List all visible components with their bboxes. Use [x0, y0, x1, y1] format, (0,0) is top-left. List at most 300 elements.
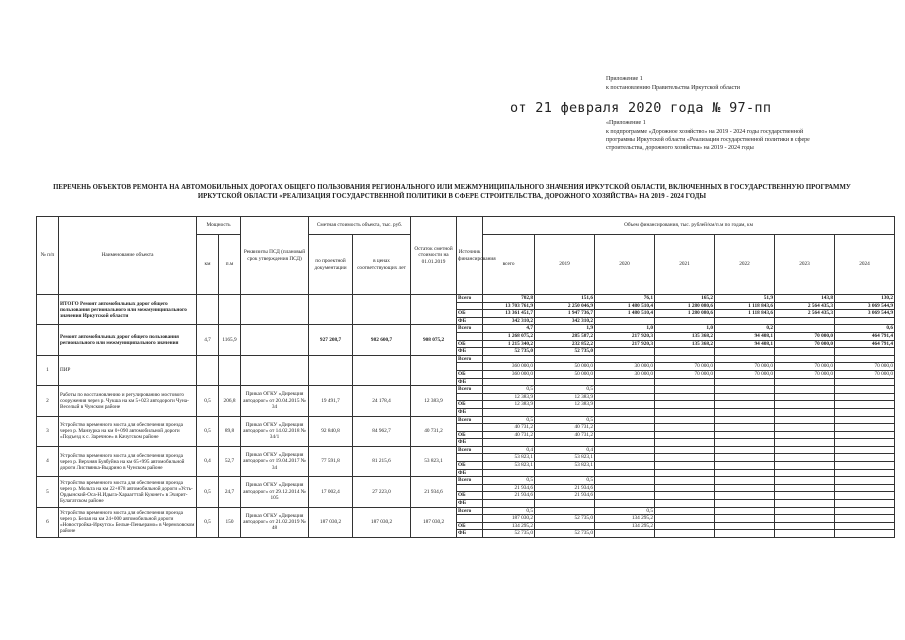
funding-year	[655, 386, 715, 416]
funding-value	[655, 484, 714, 492]
funding-year	[595, 355, 655, 385]
funding-value	[715, 400, 774, 408]
psd-details: Приказ ОГКУ «Дирекция автодорог» от 20.04.2015 № 34	[241, 386, 309, 416]
funding-value	[775, 347, 834, 355]
funding-year	[535, 325, 595, 355]
funding-value: 0,5	[526, 416, 534, 423]
col-estimate: Сметная стоимость объекта, тыс. руб.	[309, 217, 411, 235]
funding-value	[715, 484, 774, 492]
funding-year	[775, 386, 835, 416]
source-label: ФБ	[457, 529, 482, 537]
funding-value: 143,8	[821, 295, 834, 301]
funding-value: 21 934,6	[535, 491, 594, 499]
funding-value	[775, 356, 834, 363]
funding-year	[595, 295, 655, 325]
funding-value: 3 069 544,9	[835, 302, 894, 310]
funding-value: 40 731,2	[483, 423, 534, 431]
psd-details: Приказ ОГКУ «Дирекция автодорог» от 19.04.2017 № 34	[241, 446, 309, 476]
funding-value: 0,5	[526, 386, 534, 393]
funding-value: 70 000,0	[835, 362, 894, 370]
funding-value	[715, 491, 774, 499]
funding-year	[535, 295, 595, 325]
table-row	[37, 446, 895, 476]
funding-year	[775, 477, 835, 507]
row-number: 5	[37, 477, 59, 507]
col-year-2021: 2021	[655, 235, 715, 295]
funding-value	[835, 386, 894, 393]
funding-value	[715, 453, 774, 461]
object-name: Устройство временного моста для обеспечения проезда через р. Верхняя Буябуйна на км 65+995 автомобильной дороги Листвянка-Выдрино в Чунском районе	[59, 446, 197, 476]
funding-value	[775, 484, 834, 492]
object-name: Работы по восстановлению и регулированию мостового сооружения через р. Чукша на км 5+023 автодороги Чуна-Веселый в Чунском районе	[59, 386, 197, 416]
funding-year	[595, 416, 655, 446]
source-label	[457, 332, 482, 340]
funding-value	[835, 447, 894, 454]
funding-value: 53 823,1	[483, 453, 534, 461]
funding-value: 53 823,1	[483, 461, 534, 469]
funding-value	[595, 378, 654, 386]
source-label: ОБ	[457, 400, 482, 408]
funding-year	[835, 325, 895, 355]
funding-value	[835, 522, 894, 530]
funding-value	[775, 378, 834, 386]
funding-value: 0,4	[586, 446, 594, 453]
funding-value	[835, 499, 894, 507]
funding-total	[483, 477, 535, 507]
source-label: ФБ	[457, 469, 482, 477]
funding-value	[775, 522, 834, 530]
funding-value	[775, 393, 834, 401]
funding-value	[835, 461, 894, 469]
funding-value: 76,1	[643, 295, 654, 301]
estimate-project: 92 840,8	[309, 416, 353, 446]
funding-value: 12 383,9	[483, 400, 534, 408]
remainder-value: 12 383,9	[411, 386, 457, 416]
funding-value	[655, 491, 714, 499]
table-row	[37, 477, 895, 507]
funding-value	[775, 491, 834, 499]
remainder-value	[411, 355, 457, 385]
annex-line-2: к постановлению Правительства Иркутской области	[606, 85, 740, 91]
source-label: ОБ	[457, 522, 482, 530]
funding-value: 702,8	[521, 295, 534, 301]
funding-value	[655, 393, 714, 401]
col-psd: Реквизиты ПСД (плановый срок утверждения ПСД)	[241, 217, 309, 295]
funding-value	[775, 529, 834, 537]
funding-year	[655, 416, 715, 446]
funding-value	[835, 469, 894, 477]
funding-value	[715, 393, 774, 401]
funding-value	[715, 508, 774, 515]
funding-year	[715, 355, 775, 385]
source-label: Всего	[458, 355, 472, 362]
source-label: ФБ	[457, 378, 482, 386]
funding-value	[775, 499, 834, 507]
source-label	[457, 393, 482, 401]
funding-value	[835, 408, 894, 416]
funding-year	[535, 477, 595, 507]
funding-total	[483, 325, 535, 355]
funding-year	[835, 507, 895, 537]
funding-value	[835, 356, 894, 363]
funding-year	[535, 386, 595, 416]
source-label	[457, 514, 482, 522]
funding-value: 2 250 046,9	[535, 302, 594, 310]
funding-value	[715, 447, 774, 454]
source-label: ФБ	[457, 438, 482, 446]
funding-value	[775, 469, 834, 477]
objects-table	[36, 216, 895, 538]
funding-value: 342 310,2	[483, 317, 534, 325]
funding-value	[595, 347, 654, 355]
funding-value: 2 564 435,3	[775, 302, 834, 310]
capacity-km: 0,5	[197, 386, 219, 416]
funding-value	[835, 423, 894, 431]
funding-value	[835, 347, 894, 355]
funding-year	[775, 355, 835, 385]
psd-details	[241, 295, 309, 325]
funding-value: 0,5	[586, 416, 594, 423]
estimate-project	[309, 355, 353, 385]
row-number: 4	[37, 446, 59, 476]
estimate-current: 27 223,0	[353, 477, 411, 507]
funding-value	[655, 461, 714, 469]
funding-value	[715, 423, 774, 431]
funding-value: 4,7	[526, 325, 534, 332]
funding-year	[655, 477, 715, 507]
remainder-value: 53 823,1	[411, 446, 457, 476]
funding-value	[715, 417, 774, 424]
funding-value: 70 000,0	[775, 332, 834, 340]
funding-value: 52 735,0	[483, 347, 534, 355]
funding-value: 40 731,2	[535, 431, 594, 439]
funding-value	[715, 378, 774, 386]
estimate-project: 19 491,7	[309, 386, 353, 416]
funding-value: 50 000,0	[535, 362, 594, 370]
row-number	[37, 325, 59, 355]
funding-value	[595, 400, 654, 408]
source-label: Всего	[458, 386, 472, 393]
row-number: 3	[37, 416, 59, 446]
funding-value	[595, 499, 654, 507]
funding-year	[835, 355, 895, 385]
col-km: км	[197, 235, 219, 295]
funding-value	[715, 408, 774, 416]
funding-value	[655, 356, 714, 363]
funding-value	[715, 529, 774, 537]
funding-value: 51,9	[763, 295, 774, 301]
funding-value	[775, 400, 834, 408]
estimate-current	[353, 295, 411, 325]
funding-value	[775, 438, 834, 446]
funding-source	[457, 507, 483, 537]
funding-value	[535, 499, 594, 507]
funding-value: 52 735,0	[483, 529, 534, 537]
source-label: Всего	[458, 325, 472, 332]
funding-total	[483, 386, 535, 416]
funding-value	[535, 508, 594, 515]
source-label: ФБ	[457, 317, 482, 325]
object-name: ПИР	[59, 355, 197, 385]
capacity-m: 206,8	[219, 386, 241, 416]
funding-value	[775, 461, 834, 469]
funding-value	[483, 438, 534, 446]
funding-year	[655, 325, 715, 355]
funding-value	[595, 423, 654, 431]
funding-total	[483, 416, 535, 446]
funding-year	[715, 477, 775, 507]
funding-value: 1 118 843,6	[715, 309, 774, 317]
funding-value: 70 000,0	[775, 370, 834, 378]
funding-value	[595, 417, 654, 424]
funding-value: 3 069 544,9	[835, 309, 894, 317]
annex-line-1: Приложение 1	[606, 76, 643, 82]
source-label: Всего	[458, 295, 472, 301]
funding-year	[595, 386, 655, 416]
funding-value: 0,6	[886, 325, 894, 332]
row-number: 2	[37, 386, 59, 416]
funding-value: 1 268 075,2	[483, 332, 534, 340]
funding-value: 0,5	[526, 477, 534, 484]
col-capacity: Мощность	[197, 217, 241, 235]
funding-value	[595, 317, 654, 325]
funding-value	[535, 408, 594, 416]
funding-value: 30 000,0	[595, 362, 654, 370]
funding-value: 0,5	[526, 507, 534, 514]
funding-value: 360 000,0	[483, 370, 534, 378]
object-name: Устройство временного моста для обеспечения проезда через р. Мольта на км 22+878 автомобильной дороги «Усть-Ордынский-Оса-Н.Идыга-Хараагттай Куюнет» в Эхирит-Булагатском районе	[59, 477, 197, 507]
funding-value: 12 383,9	[535, 393, 594, 401]
funding-value	[595, 408, 654, 416]
col-est-current: в ценах соответствующих лет	[353, 235, 411, 295]
funding-value	[715, 431, 774, 439]
funding-value: 40 731,2	[483, 431, 534, 439]
capacity-km	[197, 295, 219, 325]
funding-value: 13 703 761,9	[483, 302, 534, 310]
funding-value: 1 280 080,6	[655, 302, 714, 310]
funding-value	[595, 491, 654, 499]
source-label: Всего	[458, 477, 472, 484]
funding-value	[775, 317, 834, 325]
funding-value	[775, 325, 834, 332]
funding-value	[775, 514, 834, 522]
funding-value	[835, 317, 894, 325]
funding-source	[457, 355, 483, 385]
funding-year	[775, 295, 835, 325]
capacity-km	[197, 355, 219, 385]
funding-value: 70 000,0	[715, 362, 774, 370]
col-remainder: Остаток сметной стоимости на 01.01.2019	[411, 217, 457, 295]
col-year-2022: 2022	[715, 235, 775, 295]
psd-details	[241, 325, 309, 355]
row-number	[37, 295, 59, 325]
col-year-2019: 2019	[535, 235, 595, 295]
funding-year	[715, 507, 775, 537]
col-year-2020: 2020	[595, 235, 655, 295]
funding-value	[835, 378, 894, 386]
source-label	[457, 362, 482, 370]
funding-value	[655, 469, 714, 477]
remainder-value: 21 934,6	[411, 477, 457, 507]
source-label	[457, 423, 482, 431]
capacity-m: 1165,9	[219, 325, 241, 355]
capacity-km: 0,5	[197, 477, 219, 507]
funding-value	[835, 400, 894, 408]
source-label: Всего	[458, 446, 472, 453]
funding-value	[835, 393, 894, 401]
funding-value: 40 731,2	[535, 423, 594, 431]
funding-value	[655, 317, 714, 325]
document-title: ПЕРЕЧЕНЬ ОБЪЕКТОВ РЕМОНТА НА АВТОМОБИЛЬНЫХ ДОРОГАХ ОБЩЕГО ПОЛЬЗОВАНИЯ РЕГИОНАЛЬНОГО ИЛИ МЕЖМУНИЦИПАЛЬНОГО ЗНАЧЕНИЯ ИРКУТСКОЙ ОБЛАСТИ, ВКЛЮЧЕННЫХ В ГОСУДАРСТВЕННУЮ ПРОГРАММУ ИРКУТСКОЙ ОБЛАСТИ «РЕАЛИЗАЦИЯ ГОСУДАРСТВЕННОЙ ПОЛИТИКИ В СФЕРЕ СТРОИТЕЛЬСТВА, ДОРОЖНОГО ХОЗЯЙСТВА» НА 2019 - 2024 ГОДЫ	[53, 184, 851, 200]
funding-value	[595, 453, 654, 461]
funding-value	[595, 386, 654, 393]
source-label: ОБ	[457, 461, 482, 469]
funding-value: 94 408,1	[715, 340, 774, 348]
source-label: ОБ	[457, 340, 482, 348]
funding-year	[715, 386, 775, 416]
estimate-project: 187 030,2	[309, 507, 353, 537]
remainder-value	[411, 295, 457, 325]
funding-value	[655, 400, 714, 408]
funding-value	[835, 514, 894, 522]
psd-details	[241, 355, 309, 385]
remainder-value: 908 075,2	[411, 325, 457, 355]
funding-value	[655, 386, 714, 393]
funding-value: 285 587,2	[535, 332, 594, 340]
object-name: Устройство временного моста для обеспечения проезда через р. Белая на км 24+000 автомобильной дороги «Новостройка-Иркутск» Белые-Пеньерамо» в Черемховском районе	[59, 507, 197, 537]
funding-total	[483, 355, 535, 385]
funding-value: 130,2	[881, 295, 894, 301]
funding-value	[595, 484, 654, 492]
funding-year	[535, 507, 595, 537]
funding-year	[595, 446, 655, 476]
row-number: 1	[37, 355, 59, 385]
funding-value: 217 920,3	[595, 332, 654, 340]
funding-source	[457, 325, 483, 355]
source-label: ОБ	[457, 491, 482, 499]
funding-value	[835, 529, 894, 537]
funding-value	[655, 514, 714, 522]
annex-sub-1: «Приложение 1	[606, 120, 646, 126]
funding-value	[655, 378, 714, 386]
funding-value: 52 735,0	[535, 529, 594, 537]
funding-year	[535, 416, 595, 446]
funding-value: 1 480 510,4	[595, 309, 654, 317]
funding-value: 1 215 340,2	[483, 340, 534, 348]
funding-value: 151,6	[581, 295, 594, 301]
funding-value: 1 480 510,4	[595, 302, 654, 310]
funding-value: 70 000,0	[835, 370, 894, 378]
funding-value: 52 735,0	[535, 347, 594, 355]
capacity-m: 89,8	[219, 416, 241, 446]
funding-value	[715, 356, 774, 363]
funding-year	[835, 386, 895, 416]
funding-value: 70 000,0	[655, 362, 714, 370]
funding-year	[655, 295, 715, 325]
funding-value	[715, 477, 774, 484]
funding-value: 360 000,0	[483, 362, 534, 370]
capacity-m: 52,7	[219, 446, 241, 476]
estimate-project: 927 208,7	[309, 325, 353, 355]
capacity-m	[219, 295, 241, 325]
funding-total	[483, 507, 535, 537]
funding-value: 464 791,4	[835, 340, 894, 348]
capacity-km: 0,5	[197, 416, 219, 446]
funding-value	[715, 438, 774, 446]
funding-value	[483, 408, 534, 416]
funding-value: 52 735,0	[535, 514, 594, 522]
estimate-current: 24 178,4	[353, 386, 411, 416]
funding-value	[483, 378, 534, 386]
funding-year	[775, 416, 835, 446]
psd-details: Приказ ОГКУ «Дирекция автодорог» от 29.12.2014 № 105	[241, 477, 309, 507]
funding-value	[775, 408, 834, 416]
funding-year	[715, 446, 775, 476]
funding-value: 232 852,2	[535, 340, 594, 348]
funding-value	[595, 529, 654, 537]
funding-value	[535, 356, 594, 363]
funding-year	[595, 325, 655, 355]
funding-value	[715, 514, 774, 522]
funding-value: 1 280 080,6	[655, 309, 714, 317]
funding-value: 70 000,0	[715, 370, 774, 378]
funding-value	[715, 386, 774, 393]
funding-source	[457, 295, 483, 325]
capacity-km: 0,5	[197, 507, 219, 537]
funding-value	[775, 431, 834, 439]
funding-value	[715, 522, 774, 530]
funding-value: 134 295,2	[483, 522, 534, 530]
remainder-value: 187 030,2	[411, 507, 457, 537]
funding-year	[715, 295, 775, 325]
funding-year	[535, 446, 595, 476]
funding-year	[655, 355, 715, 385]
funding-value	[595, 469, 654, 477]
psd-details: Приказ ОГКУ «Дирекция автодорог» от 21.02.2019 № 48	[241, 507, 309, 537]
funding-value: 70 000,0	[775, 340, 834, 348]
funding-value	[775, 477, 834, 484]
col-year-2023: 2023	[775, 235, 835, 295]
funding-value: 1,0	[646, 325, 654, 332]
estimate-current: 187 030,2	[353, 507, 411, 537]
source-label: ОБ	[457, 431, 482, 439]
funding-value: 30 000,0	[595, 370, 654, 378]
funding-year	[595, 507, 655, 537]
funding-value	[655, 508, 714, 515]
table-row	[37, 295, 895, 325]
col-m: п.м	[219, 235, 241, 295]
funding-value: 135 368,2	[655, 340, 714, 348]
funding-total	[483, 446, 535, 476]
col-year-2024: 2024	[835, 235, 895, 295]
funding-total	[483, 295, 535, 325]
source-label: ОБ	[457, 309, 482, 317]
funding-value	[483, 499, 534, 507]
estimate-current	[353, 355, 411, 385]
funding-value	[535, 469, 594, 477]
table-row	[37, 355, 895, 385]
estimate-project: 17 002,4	[309, 477, 353, 507]
funding-value: 0,2	[766, 325, 774, 332]
funding-source	[457, 386, 483, 416]
capacity-m: 24,7	[219, 477, 241, 507]
funding-value: 0,5	[586, 477, 594, 484]
funding-value	[715, 461, 774, 469]
funding-value	[715, 499, 774, 507]
capacity-km: 4,7	[197, 325, 219, 355]
funding-source	[457, 416, 483, 446]
funding-value: 2 564 435,3	[775, 309, 834, 317]
